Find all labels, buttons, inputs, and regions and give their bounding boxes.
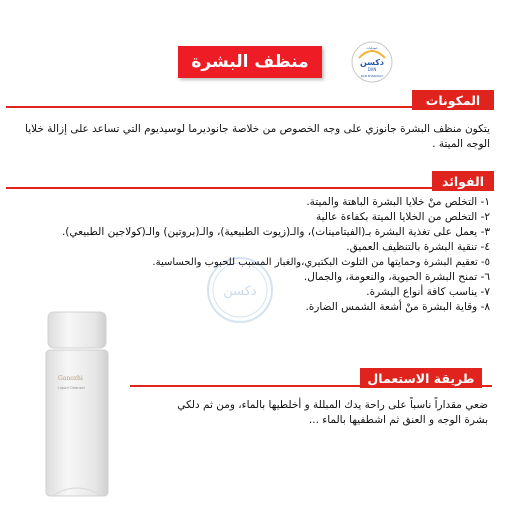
pharmacy-logo: [350, 40, 394, 84]
list-item: ٣- يعمل على تغذية البشرة بـ(الفيتامينات)، والـ(زيوت الطبيعية)، والـ(بروتين) والـ(كولاجين الطبيعي).: [61, 226, 490, 238]
svg-text:صيدليات: صيدليات: [366, 46, 378, 50]
svg-text:Liquid Cleanser: Liquid Cleanser: [58, 386, 86, 390]
benefits-divider: [6, 187, 492, 189]
svg-text:دكسن: دكسن: [223, 284, 257, 299]
ingredients-label: المكونات: [412, 90, 494, 110]
svg-text:Ganozhi: Ganozhi: [58, 375, 83, 382]
benefits-list: [6, 195, 490, 315]
list-item: ٧- يناسب كافة أنواع البشرة.: [366, 286, 490, 298]
list-item: ٦- تمنح البشرة الحيوية، والنعومة، والجمال.: [303, 271, 490, 283]
svg-text:DXN: DXN: [367, 67, 377, 72]
svg-text:دكسن: دكسن: [359, 58, 385, 67]
product-bottle-image: [42, 310, 112, 500]
list-item: ٢- التخلص من الخلايا الميتة بكفاءة عالية: [315, 211, 490, 223]
usage-text: ضعي مقداراً ناسباً على راحة يدك المبللة و أخلطيها بالماء، ومن ثم دلكي بشرة الوجه و العنق ثم اشطفيها بالماء ...: [177, 399, 488, 426]
benefits-label: الفوائد: [432, 171, 494, 191]
page-title: منظف البشرة: [178, 46, 322, 78]
usage-label: طريقة الاستعمال: [360, 368, 482, 388]
list-item: ١- التخلص منْ خلايا البشرة الباهتة والميتة.: [306, 196, 490, 208]
list-item: ٨- وقاية البشرة منْ أشعة الشمس الضارة.: [305, 301, 490, 313]
list-item: ٥- تعقيم البشرة وحمايتها من التلوث البكتيري،والغبار المسبب للحبوب والحساسية.: [152, 257, 490, 268]
list-item: ٤- تنقية البشرة بالتنظيف العميق.: [346, 241, 490, 253]
ingredients-text: يتكون منظف البشرة جانوزي على وجه الخصوص من خلاصة جانوديرما لوسيديوم التي تساعد على إزالة خلايا الوجه الميتة .: [25, 123, 490, 150]
svg-text:DXN PHARMACY: DXN PHARMACY: [360, 74, 384, 78]
